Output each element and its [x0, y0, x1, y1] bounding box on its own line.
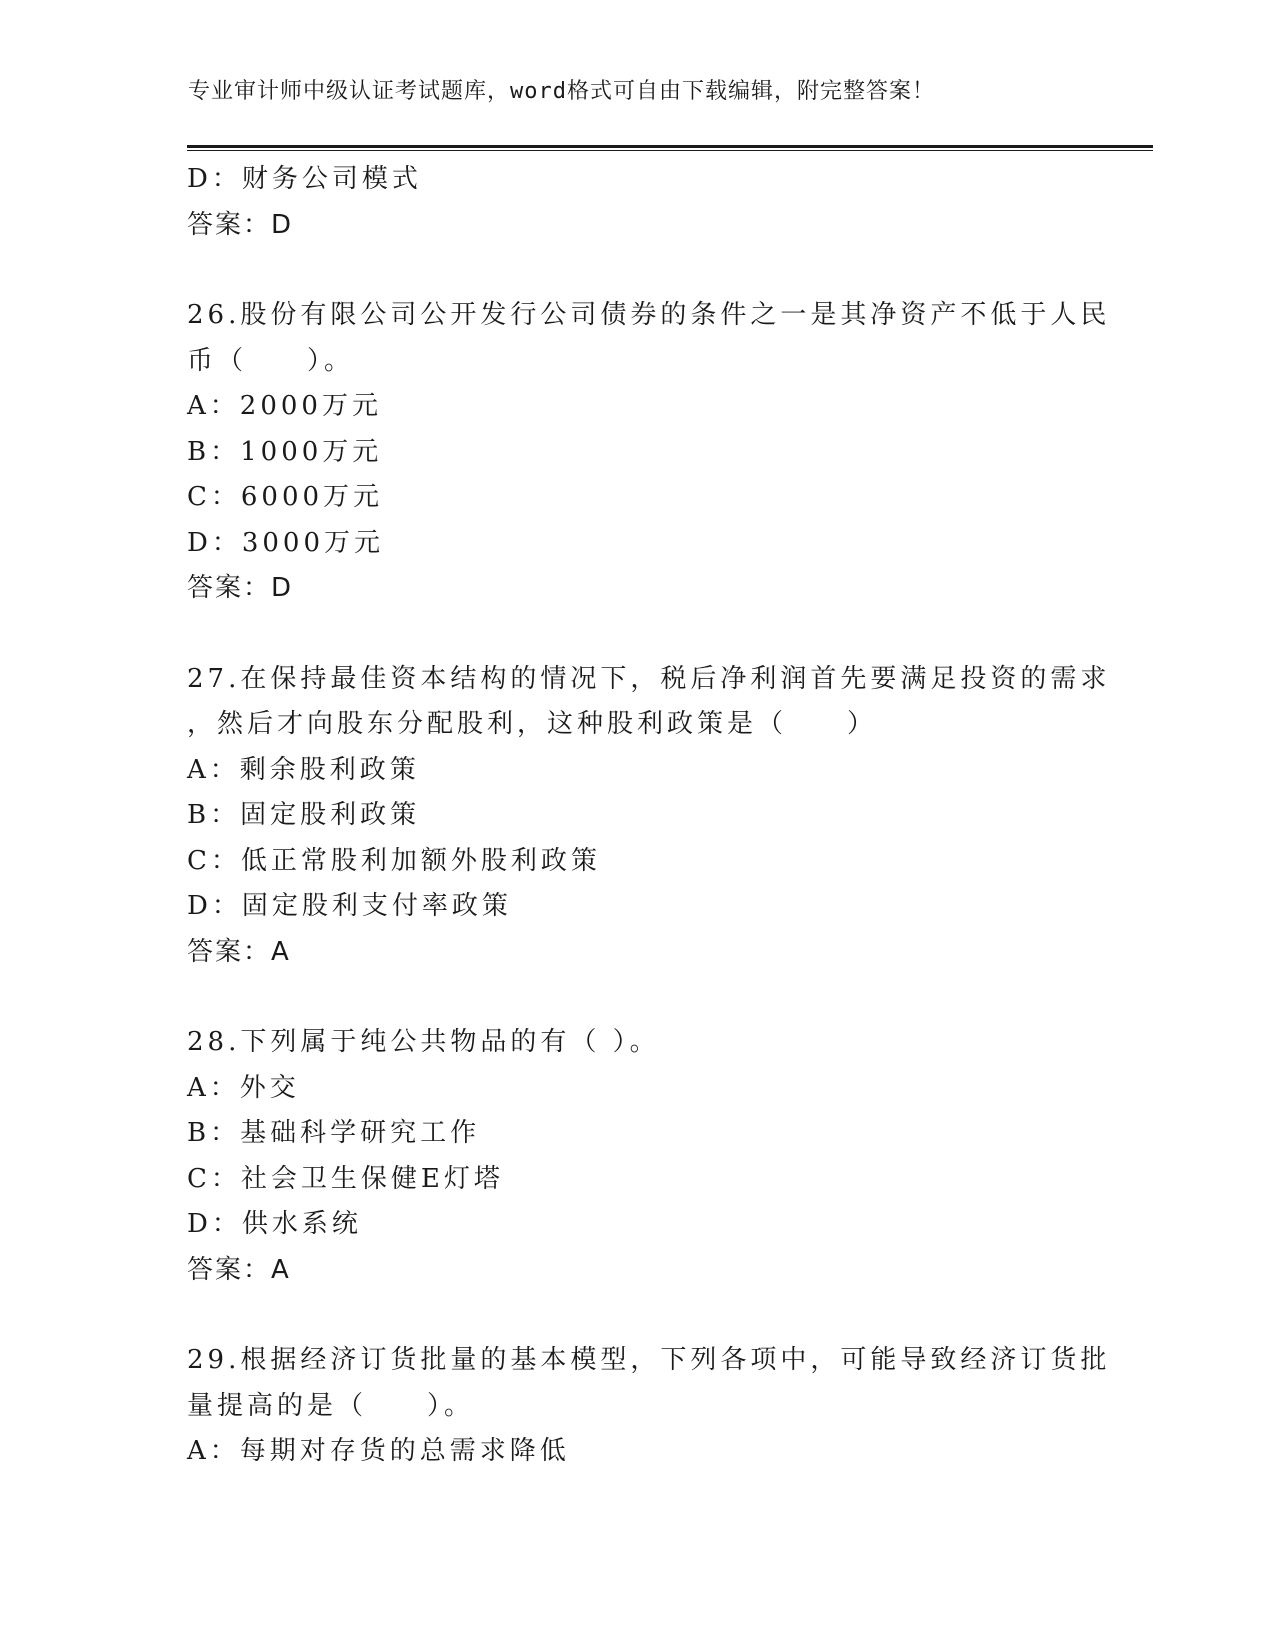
question-line: 量提高的是（ ）。	[187, 1390, 475, 1421]
answer-line: 答案：D	[187, 209, 294, 240]
question-gap	[187, 248, 1087, 293]
question-line: D：3000万元	[187, 527, 385, 558]
question-content	[187, 157, 1111, 1475]
question-line: B：1000万元	[187, 436, 383, 467]
question-line: D：固定股利支付率政策	[187, 891, 512, 921]
answer-line: 答案：D	[187, 573, 294, 603]
question-line: 29.根据经济订货批量的基本模型，下列各项中，可能导致经济订货批	[187, 1345, 1111, 1375]
answer-line: 答案：A	[187, 936, 291, 967]
header-rule-thin	[187, 150, 1153, 151]
answer-line: 答案：A	[187, 1254, 291, 1285]
question-line: C：6000万元	[187, 482, 384, 512]
question-line: B：基础科学研究工作	[187, 1118, 481, 1148]
page-header: 专业审计师中级认证考试题库，word格式可自由下载编辑，附完整答案！	[188, 79, 935, 104]
question-line: C：低正常股利加额外股利政策	[187, 845, 601, 876]
question-line: C：社会卫生保健E灯塔	[187, 1163, 504, 1194]
question-gap	[187, 612, 1087, 657]
question-gap	[187, 975, 1087, 1020]
question-line: A：外交	[187, 1072, 300, 1103]
header-rule-thick	[187, 145, 1153, 148]
question-line: A：剩余股利政策	[187, 754, 420, 785]
question-line: 28.下列属于纯公共物品的有（ ）。	[187, 1027, 660, 1057]
question-line: D：财务公司模式	[187, 164, 422, 194]
question-line: A：每期对存货的总需求降低	[187, 1436, 570, 1466]
question-line: A：2000万元	[187, 391, 382, 421]
question-line: 26.股份有限公司公开发行公司债券的条件之一是其净资产不低于人民	[187, 300, 1111, 330]
question-line: ，然后才向股东分配股利，这种股利政策是（ ）	[187, 709, 878, 739]
question-gap	[187, 1293, 1087, 1338]
question-line: 币（ ）。	[187, 345, 355, 376]
question-line: 27.在保持最佳资本结构的情况下，税后净利润首先要满足投资的需求	[187, 663, 1111, 694]
question-line: B：固定股利政策	[187, 800, 421, 830]
question-line: D：供水系统	[187, 1209, 362, 1239]
